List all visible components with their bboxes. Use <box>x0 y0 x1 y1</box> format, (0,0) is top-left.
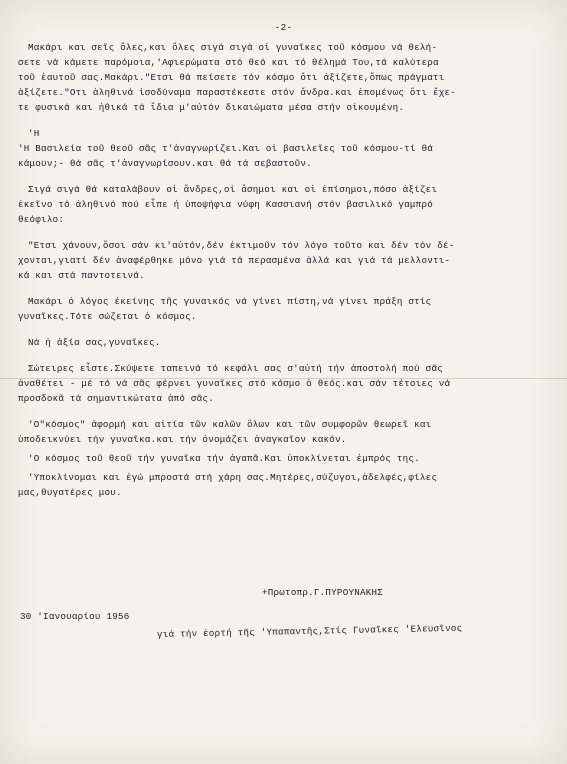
paragraph <box>18 238 549 283</box>
text-line: κά και στά παντοτεινά. <box>18 270 145 281</box>
paragraph-gap <box>18 406 549 417</box>
text-line: τε φυσικά και ἠθικά τά ἴδια μ'αὐτόν δικαιώματα μέσα στήν οἰκουμένη. <box>18 102 405 113</box>
text-line: ἀξίζετε."Οτι ἀληθινά ἰσοδύναμα παραστέκεστε στόν ἄνδρα.και ἑπομένως ὅτι ἔχε- <box>18 87 457 98</box>
text-line: σετε νά κάμετε παρόμοια,'Αφιερώματα στό θεό και τό θέλημά Του,τά καλύτερα <box>18 57 439 68</box>
text-line: 'Η Βασιλεία τοῦ θεοῦ σᾶς τ'ἀναγνωρίζει.Και οἱ βασιλεῖες τοῦ κόσμου-τί θά <box>18 143 433 154</box>
text-line: θεόφιλο: <box>18 214 65 225</box>
text-line: τοῦ ἑαυτοῦ σας.Μακάρι."Ετσι θά πείσετε τόν κόσμο ὅτι ἀξίζετε,ὅπως πράγματι <box>18 72 445 83</box>
text-line: κάμουν;- θά σᾶς τ'ἀναγνωρίσουν.και θά τά σεβαστοῦν. <box>18 158 312 169</box>
text-line: Σιγά σιγά θά καταλάβουν οἱ ἄνδρες,οἱ ἄσημοι και οἱ ἐπίσημοι,πόσο ἀξίζει <box>28 184 438 195</box>
text-line: 'Η <box>28 128 40 139</box>
text-line: ἐκεῖνο τό ἀληθινό πού εἶπε ἡ ὑποψήφια νύφη Κασσιανή στόν βασιλικό γαμπρό <box>18 199 433 210</box>
paragraph-gap <box>18 350 549 361</box>
text-line: Σώτειρες εἶστε.Σκύψετε ταπεινά τό κεφάλι σας σ'αὐτή τήν ἀποστολή πού σᾶς <box>28 363 443 374</box>
text-line: ἀναθέτει - μέ τό νά σᾶς φέρνει γυναῖκες στό κόσμο ὁ θεός.και σάν τέτοιες νά <box>18 378 451 389</box>
text-line: 'Ο"κόσμος" ἀφορμή και αἰτία τῶν καλῶν ὅλων και τῶν συμφορῶν θεωρεῖ και <box>28 419 432 430</box>
signature: +Πρωτοπρ.Γ.ΠΥΡΟΥΝΑΚΗΣ <box>262 587 384 598</box>
paragraph <box>18 40 549 115</box>
text-line: προσδοκᾶ τά σημαντικώτατα ἀπό σᾶς. <box>18 393 214 404</box>
text-line: Νά ἡ ἀξία σας,γυναῖκες. <box>28 337 161 348</box>
paragraph <box>18 294 549 324</box>
paragraph <box>18 451 549 466</box>
paragraph <box>18 182 549 227</box>
paragraph-gap <box>18 115 549 126</box>
text-line: ὑποδεικνύει τήν γυναῖκα.και τήν ὀνομάζει ἀναγκαῖον κακόν. <box>18 434 347 445</box>
date: 30 'Ιανουαρίου 1956 <box>20 611 130 622</box>
paragraph-gap <box>18 227 549 238</box>
text-line: 'Ο κόσμος τοῦ θεοῦ τήν γυναῖκα τήν ἀγαπᾶ.Και ὑποκλίνεται ἐμπρός της. <box>28 453 420 464</box>
text-line: 'Υποκλίνομαι και ἐγώ μπροστά στή χάρη σας.Μητέρες,σύζυγοι,ἀδελφές,φίλες <box>28 472 438 483</box>
paragraph-gap <box>18 324 549 335</box>
text-line: μας,θυγατέρες μου. <box>18 487 122 498</box>
event-note: γιά τήν ἑορτή τῆς 'Υπαπαντῆς,Στίς Γυναῖκες 'Ελευσῖνος <box>156 622 463 640</box>
paragraph-gap <box>18 283 549 294</box>
text-line: Μακάρι και σεῖς ὅλες,και ὅλες σιγά σιγά οἱ γυναῖκες τοῦ κόσμου νά θελή- <box>28 42 438 53</box>
text-line: γυναῖκες.Τότε σώζεται ὁ κόσμος. <box>18 311 197 322</box>
paragraph <box>18 361 549 406</box>
page-number: -2- <box>274 22 293 33</box>
text-line: Μακάρι ὁ λόγος ἐκείνης τῆς γυναικός νά γίνει πίστη,νά γίνει πράξη στίς <box>28 296 432 307</box>
text-line: "Ετσι χάνουν,ὅσοι σάν κι'αὐτόν,δέν ἐκτιμοῦν τόν λόγο τοῦτο και δέν τόν δέ- <box>28 240 455 251</box>
paragraph <box>18 417 549 447</box>
paragraph <box>18 126 549 171</box>
text-line: χονται,γιατί δέν ἀναφέρθηκε μόνο γιά τά περασμένα ἀλλά και γιά τά μελλοντι- <box>18 255 451 266</box>
paragraph <box>18 470 549 500</box>
letter-body <box>18 40 549 500</box>
paragraph-gap <box>18 171 549 182</box>
paragraph <box>18 335 549 350</box>
